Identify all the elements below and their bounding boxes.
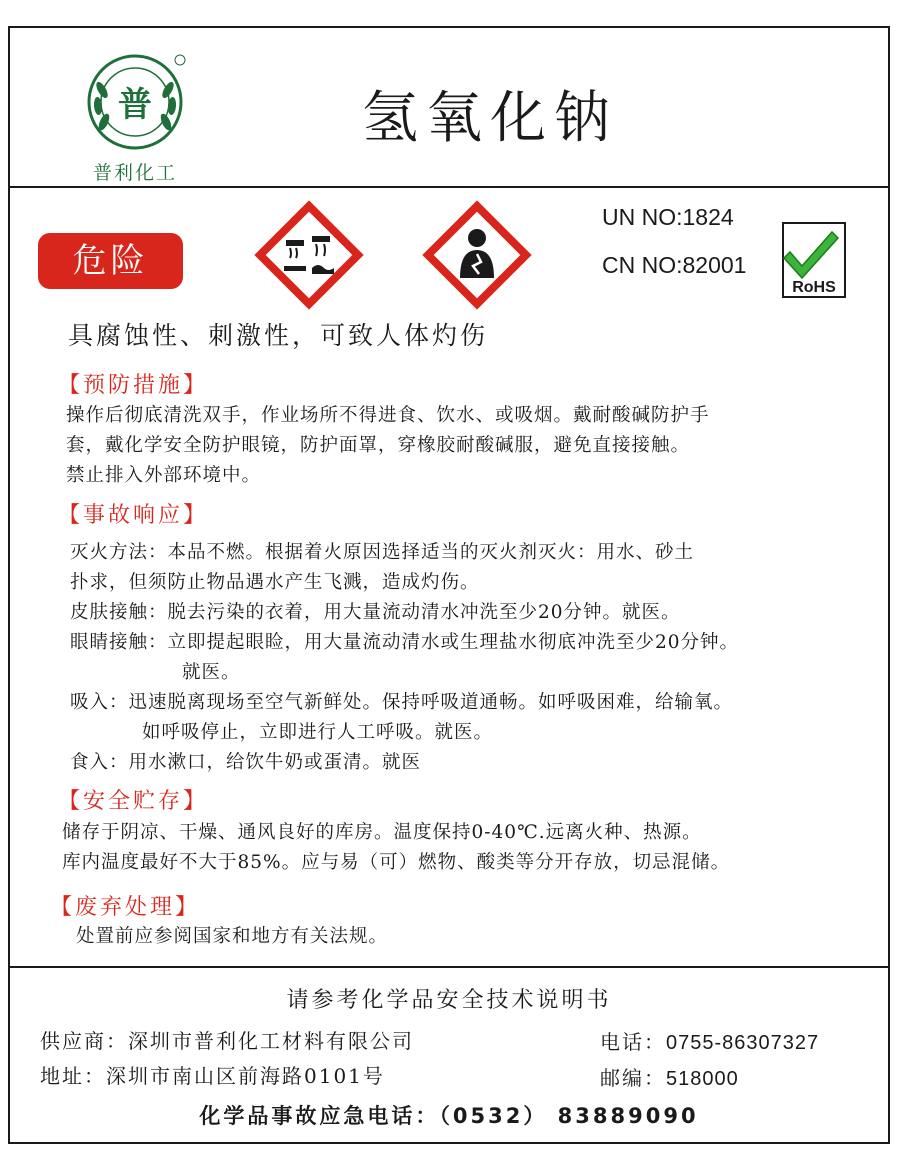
response-line: 食入：用水漱口，给饮牛奶或蛋清。就医 [70,752,422,773]
phone-label: 电话： [600,1030,666,1054]
disposal-heading: 【废弃处理】 [50,895,201,920]
response-line: 皮肤接触：脱去污染的衣着，用大量流动清水冲洗至少20分钟。就医。 [70,602,681,623]
storage-line: 储存于阴凉、干燥、通风良好的库房。温度保持0-40℃.远离火种、热源。 [62,822,702,843]
logo-char: 普 [118,85,152,125]
response-heading: 【事故响应】 [58,503,209,528]
prevention-line: 操作后彻底清洗双手，作业场所不得进食、饮水、或吸烟。戴耐酸碱防护手 [66,405,710,426]
header-divider [10,186,888,188]
response-text [70,538,739,778]
emergency-label: 化学品事故应急电话： [199,1104,440,1128]
hazard-statement: 具腐蚀性、刺激性，可致人体灼伤 [68,321,489,350]
response-line: 吸入：迅速脱离现场至空气新鲜处。保持呼吸道通畅。如呼吸困难，给输氧。 [70,692,734,713]
postcode-number: 518000 [666,1068,739,1090]
phone-number: 0755-86307327 [666,1032,820,1054]
footer-divider [10,966,888,968]
company-short-name: 普利化工 [92,162,177,184]
postcode [600,1062,739,1091]
sds-reference: 请参考化学品安全技术说明书 [286,988,612,1013]
address: 地址：深圳市南山区前海路0101号 [40,1064,385,1088]
storage-line: 库内温度最好不大于85%。应与易（可）燃物、酸类等分开存放，切忌混储。 [62,852,731,873]
safety-label [8,26,890,1144]
disposal-line: 处置前应参阅国家和地方有关法规。 [76,926,389,947]
phone [600,1026,819,1055]
prevention-line: 禁止排入外部环境中。 [66,465,262,486]
postcode-label: 邮编： [600,1066,666,1090]
corrosion-icon [254,200,364,310]
rohs-mark [782,222,846,298]
un-number: UN NO:1824 [602,204,734,230]
response-line: 灭火方法：本品不燃。根据着火原因选择适当的灭火剂灭火：用水、砂土 [70,542,695,563]
storage-text [62,818,730,878]
logo-emblem-icon [80,50,190,160]
product-name: 氢氧化钠 [362,86,618,151]
disposal-text [76,922,388,952]
prevention-line: 套，戴化学安全防护眼镜，防护面罩，穿橡胶耐酸碱服，避免直接接触。 [66,435,691,456]
emergency-number: （0532） 83889090 [439,1104,699,1128]
response-line: 如呼吸停止，立即进行人工呼吸。就医。 [142,722,494,743]
prevention-text [66,401,710,491]
health-hazard-icon [422,200,532,310]
supplier: 供应商：深圳市普利化工材料有限公司 [40,1029,414,1053]
storage-heading: 【安全贮存】 [58,789,209,814]
response-line: 扑求，但须防止物品遇水产生飞溅，造成灼伤。 [70,572,480,593]
cn-number: CN NO:82001 [602,252,747,278]
response-line: 就医。 [182,662,241,683]
rohs-text: RoHS [792,279,836,296]
emergency-phone [10,1100,888,1130]
company-logo [80,50,190,190]
prevention-heading: 【预防措施】 [58,373,209,398]
signal-word-badge: 危险 [38,233,183,289]
response-line: 眼睛接触：立即提起眼睑，用大量流动清水或生理盐水彻底冲洗至少20分钟。 [70,632,740,653]
